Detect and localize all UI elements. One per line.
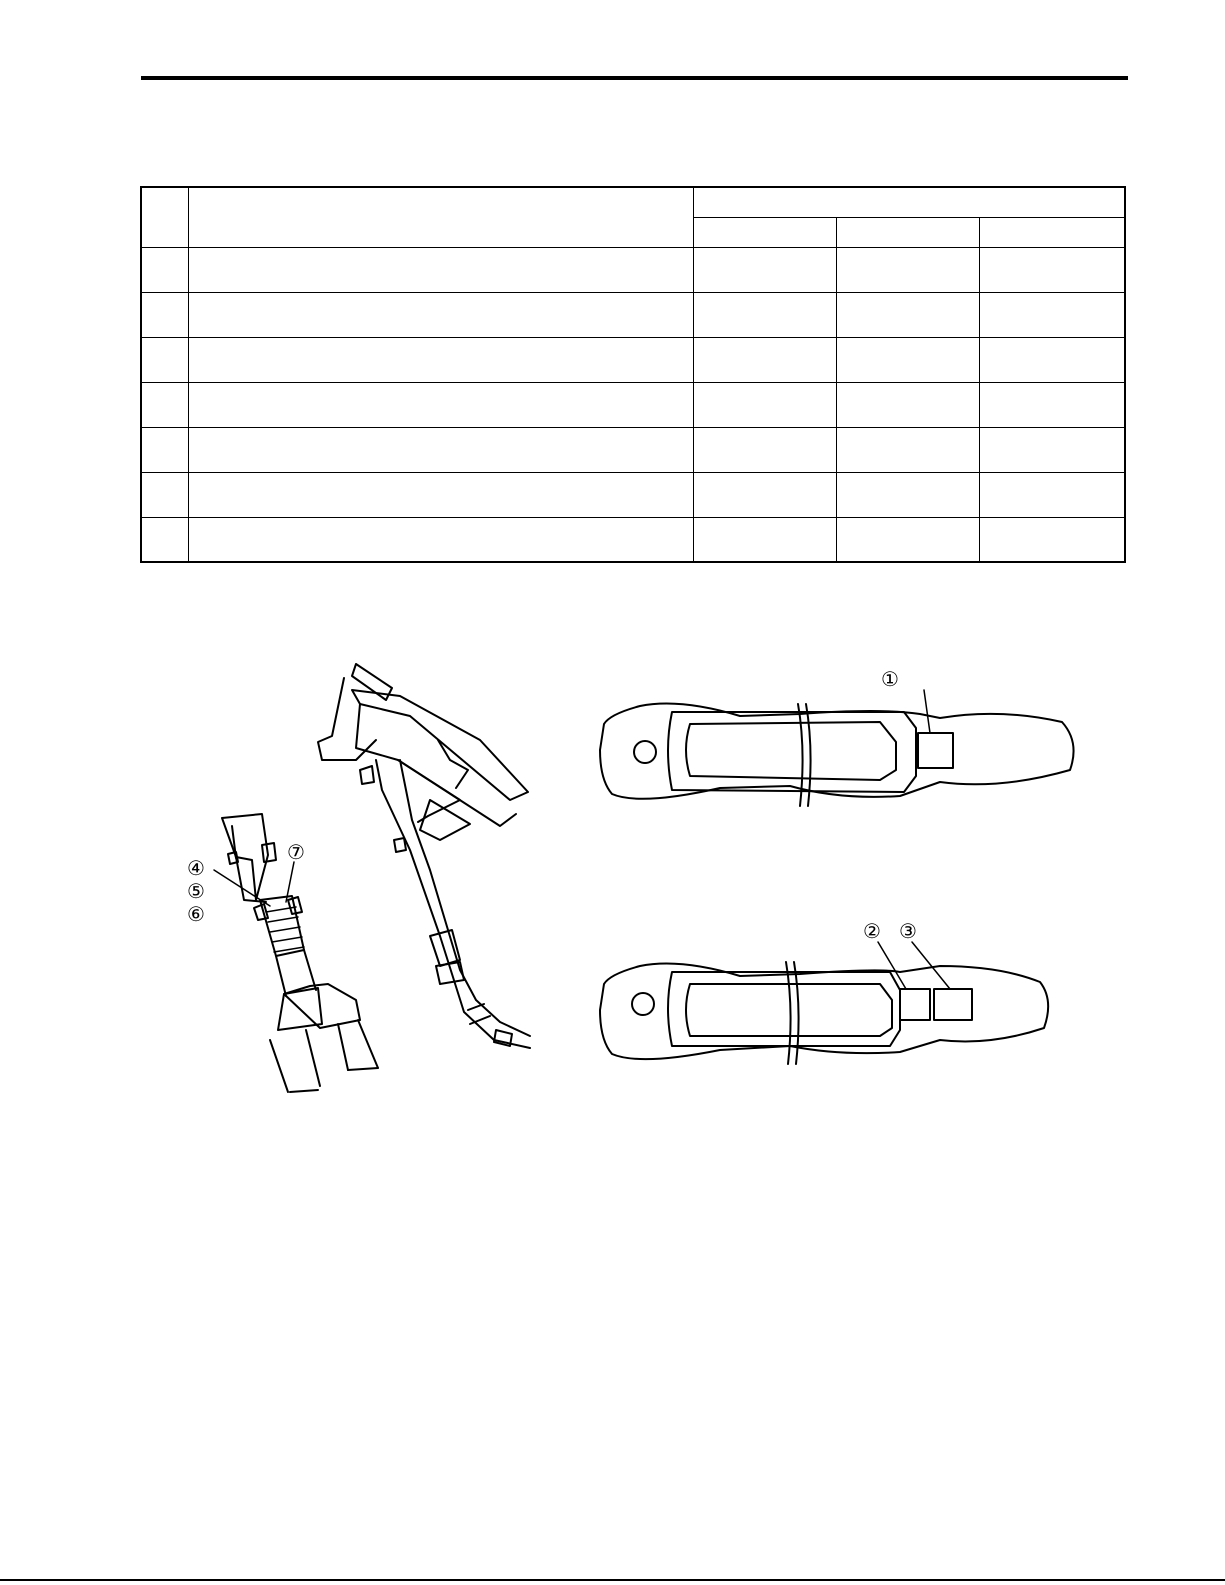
callout-2: ② [863,919,881,943]
callout-6: ⑥ [187,902,205,926]
frame-drawing [318,664,530,1048]
lower-pad-drawing [600,942,1048,1064]
footer-rule [0,1579,1225,1581]
callout-3: ③ [899,919,917,943]
callout-1: ① [881,667,899,691]
callout-4: ④ [187,856,205,880]
upper-pad-drawing [600,690,1074,806]
callout-7: ⑦ [287,840,305,864]
callout-5: ⑤ [187,879,205,903]
